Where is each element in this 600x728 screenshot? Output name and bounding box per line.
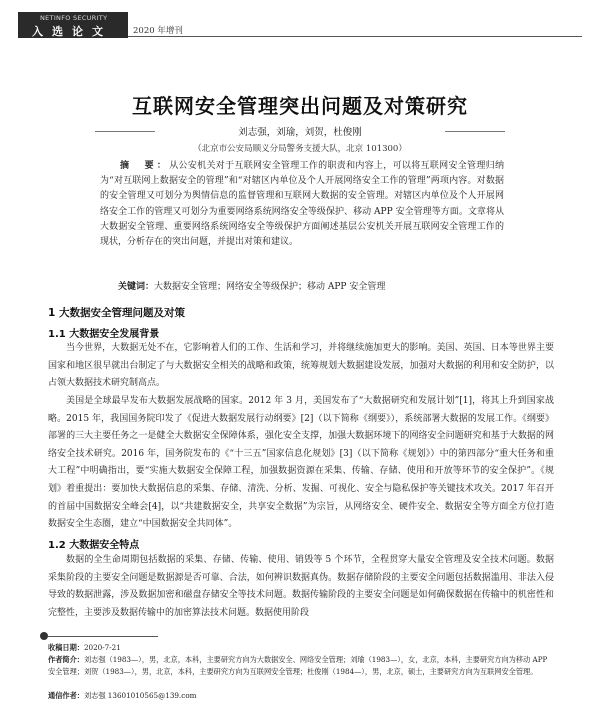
authors-divider-right: [445, 131, 505, 132]
subsection-heading-1-1: 1.1 大数据安全发展背景: [48, 329, 160, 340]
subsection-heading-1-2: 1.2 大数据安全特点: [48, 540, 140, 551]
issue-label: 2020 年增刊: [133, 26, 183, 36]
paragraph-1-2-1: 数据的全生命周期包括数据的采集、存储、传输、使用、销毁等 5 个环节，全程贯穿大量安全管理及安全技术问题。数据采集阶段的主要安全问题是数据源是否可靠、合法，如何辨识数据真伪。数据存储阶段的主要安全问题包括数据滥用、非法入侵导致的数据泄露，涉及数据加密和磁盘存储安全等技术问题。数据传输阶段的主要安全问题是如何确保数据在传输中的机密性和完整性，主要涉及数据传输中的加密算法技术问题。数据使用阶段: [48, 555, 554, 618]
received-label: 收稿日期：: [48, 643, 84, 652]
bio-label: 作者简介：: [48, 655, 84, 664]
affiliation: （北京市公安局顺义分局警务支援大队，北京 101300）: [193, 144, 407, 154]
paragraph-1-1-1: 当今世界，大数据无处不在，它影响着人们的工作、生活和学习，并将继续施加更大的影响。美国、英国、日本等世界主要国家和地区很早就出台制定了与大数据安全相关的战略和政策，统筹规划大数据建设发展，加强对大数据的利用和安全防护，以占领大数据技术研究制高点。: [48, 343, 554, 389]
keywords-label: 关键词：: [118, 282, 155, 292]
received-date: [48, 642, 554, 654]
keywords-text: 大数据安全管理；网络安全等级保护；移动 APP 安全管理: [154, 282, 386, 292]
journal-header: [18, 12, 582, 38]
abstract-text: 从公安机关对于互联网安全管理工作的职责和内容上，可以将互联网安全管理归纳为“对互联网上数据安全的管理”和“对辖区内单位及个人开展网络安全工作的管理”两项内容。对数据的安全管理又可划分为舆情信息的监督管理和互联网大数据的安全管理。对辖区内单位及个人开展网络安全工作的管理又可划分为重要网络系统网络安全等级保护、移动 APP 安全管理等方面。文章将从大数据安全管理、重要网络系统网络安全等级保护方面阐述基层公安机关开展互联网安全管理工作的现状，分析存在的突出问题，并提出对策和建议。: [100, 161, 504, 248]
footnote-divider: [48, 636, 158, 637]
article-title: 互联网安全管理突出问题及对策研究: [132, 94, 468, 118]
abstract: [100, 159, 504, 250]
footnote-bullet: [40, 632, 48, 640]
contact-text: 刘志强 13601010565@139.com: [83, 691, 197, 700]
journal-logo: [18, 12, 128, 38]
journal-logo-text: NETINFO SECURITY: [40, 14, 108, 22]
paragraph-1-1-2: 美国是全球最早发布大数据发展战略的国家。2012 年 3 月，美国发布了“大数据研究和发展计划”[1]，将其上升到国家战略。2015 年，我国国务院印发了《促进大数据发展行动纲要》[2]（以下简称《纲要》），系统部署大数据的发展工作。《纲要》部署的三大主要任务之一是健全大数据安全保障体系，强化安全支撑，加强大数据环境下的网络安全问题研究和基于大数据的网络安全技术研究。2016 年，国务院发布的《“十三五”国家信息化规划》[3]（以下简称《规划》）中的第四部分“重大任务和重大工程”中明确指出，要“实施大数据安全保障工程，加强数据资源在采集、传输、存储、使用和开放等环节的安全保护”。《规划》着重提出：要加快大数据信息的采集、存储、清洗、分析、发掘、可视化、安全与隐私保护等关键技术攻关。2017 年召开的首届中国数据安全峰会[4]，以“共建数据安全，共享安全数据”为宗旨，从网络安全、硬件安全、数据安全等方面全方位打造数据安全生态圈，建立“中国数据安全共同体”。: [48, 396, 554, 530]
header-divider: [128, 36, 582, 37]
keywords: [118, 279, 518, 292]
section-label: 入选论文: [32, 25, 112, 38]
author-bio: [48, 654, 554, 678]
authors-row: [95, 124, 505, 138]
corresponding-author: [48, 690, 554, 702]
bio-text: 刘志强（1983—），男，北京，本科，主要研究方向为大数据安全、网络安全管理；刘瑜（1983—），女，北京，本科，主要研究方向为移动 APP 安全管理；刘贺（1983—），男，北京，本科，主要研究方向为互联网安全管理；杜俊刚（1984—），男，北京，硕士，主要研究方向为互联网安全管理。: [48, 655, 548, 676]
abstract-label: 摘 要：: [120, 161, 170, 171]
authors: 刘志强，刘瑜，刘贺，杜俊刚: [238, 127, 362, 138]
section-heading-1: 1 大数据安全管理问题及对策: [48, 307, 185, 319]
contact-label: 通信作者：: [48, 691, 84, 700]
received-value: 2020-7-21: [83, 643, 121, 652]
